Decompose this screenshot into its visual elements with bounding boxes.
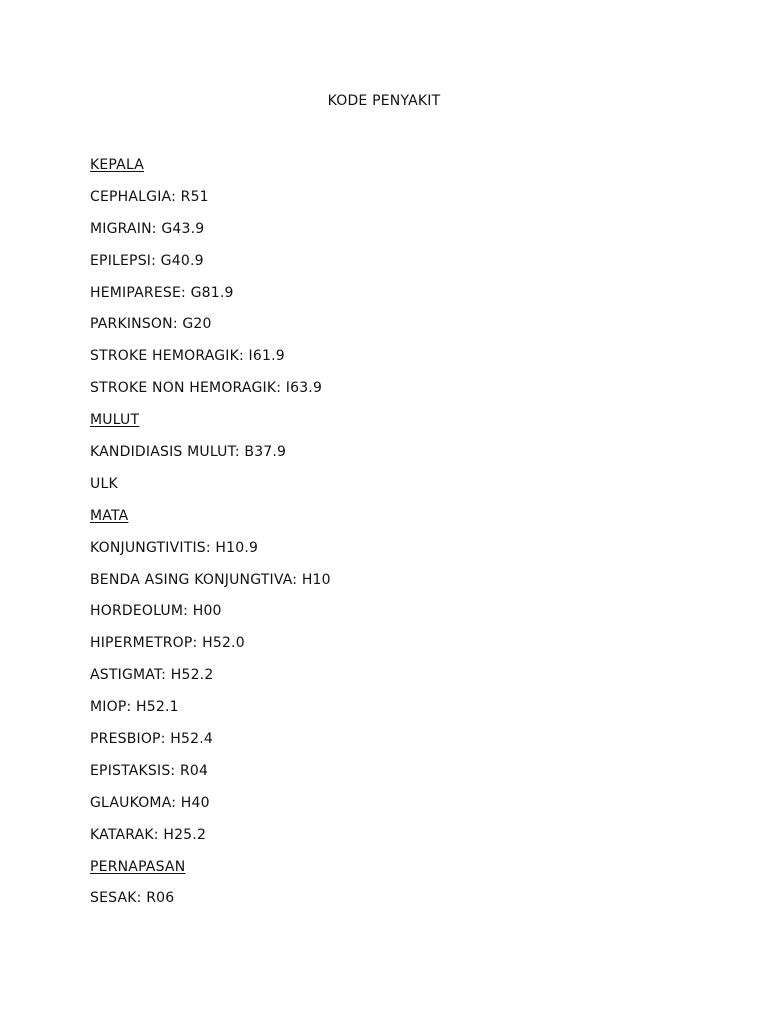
disease-code-entry: KATARAK: H25.2 [90,826,207,843]
disease-code-entry: EPISTAKSIS: R04 [90,762,209,779]
disease-code-entry: KANDIDIASIS MULUT: B37.9 [90,444,287,461]
disease-code-entry: CEPHALGIA: R51 [90,188,209,205]
section-heading: MATA [90,507,129,524]
disease-code-entry: STROKE NON HEMORAGIK: I63.9 [90,380,323,397]
disease-code-entry: PARKINSON: G20 [90,316,212,333]
disease-code-entry: GLAUKOMA: H40 [90,794,210,811]
disease-code-entry: EPILEPSI: G40.9 [90,252,204,269]
disease-code-entry: HORDEOLUM: H00 [90,603,222,620]
disease-code-entry: MIOP: H52.1 [90,699,179,716]
disease-code-list [90,155,331,920]
disease-code-entry: PRESBIOP: H52.4 [90,731,213,748]
section-heading: PERNAPASAN [90,858,186,875]
disease-code-entry: BENDA ASING KONJUNGTIVA: H10 [90,571,331,588]
disease-code-entry: HEMIPARESE: G81.9 [90,284,234,301]
disease-code-entry: SESAK: R06 [90,890,175,907]
disease-code-entry: KONJUNGTIVITIS: H10.9 [90,539,259,556]
section-heading: KEPALA [90,157,145,173]
disease-code-entry: STROKE HEMORAGIK: I61.9 [90,348,285,365]
section-heading: MULUT [90,412,140,429]
disease-code-entry: ULK [90,475,118,492]
document-title: KODE PENYAKIT [327,93,441,109]
disease-code-entry: HIPERMETROP: H52.0 [90,635,245,652]
disease-code-entry: MIGRAIN: G43.9 [90,220,205,237]
disease-code-entry: ASTIGMAT: H52.2 [90,667,214,684]
